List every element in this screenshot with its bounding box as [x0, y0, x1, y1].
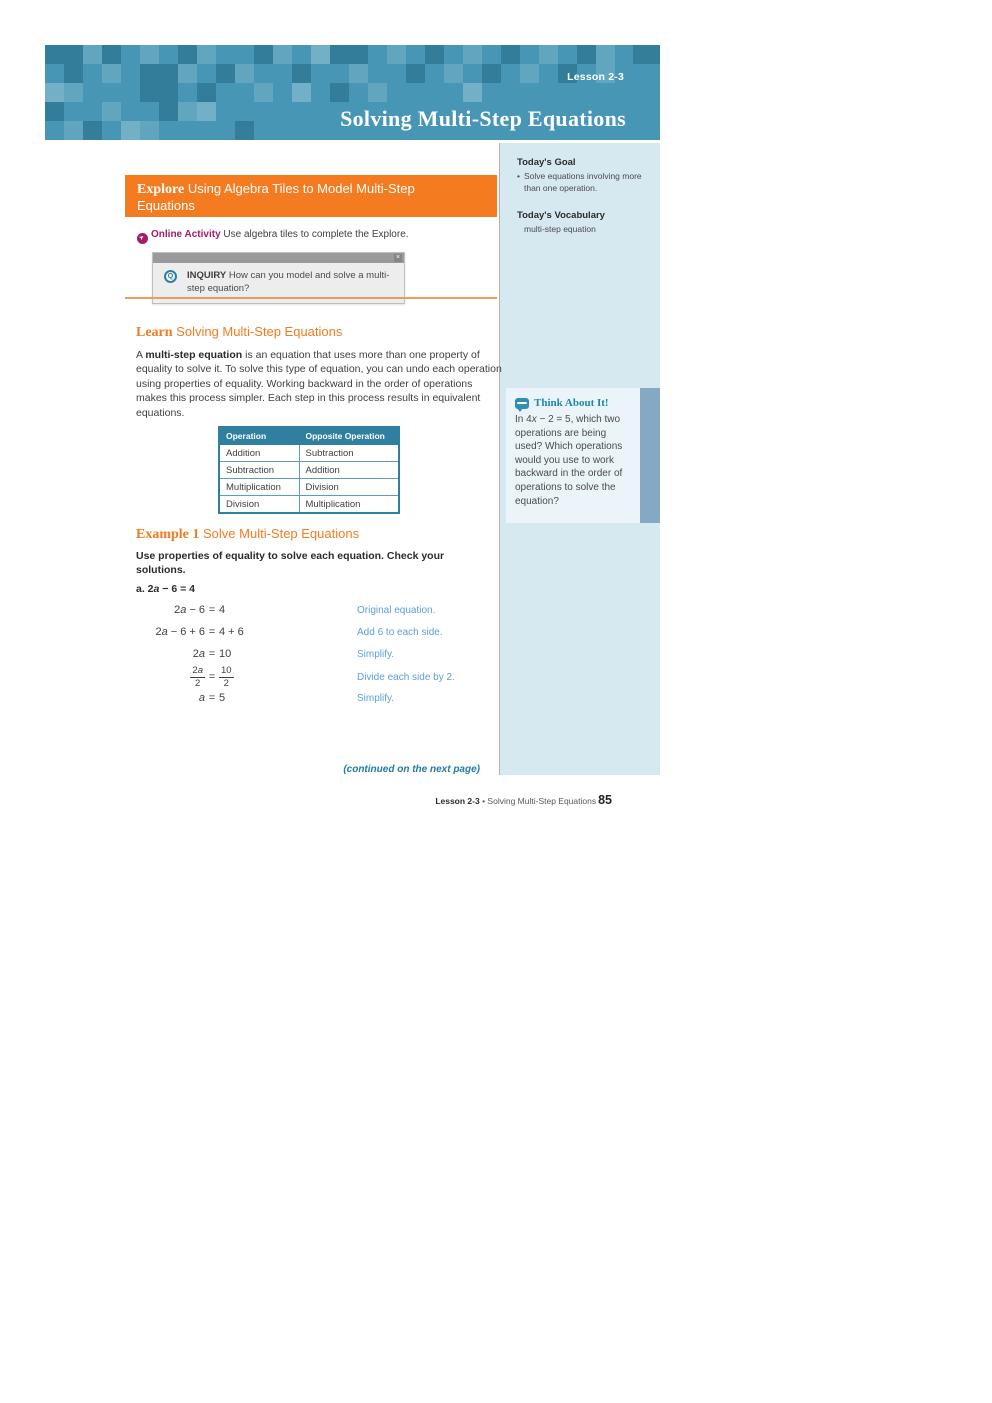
footer-lesson-label: Lesson 2-3	[435, 796, 480, 806]
think-about-it-box	[506, 388, 640, 523]
todays-goal-item	[517, 171, 650, 194]
continued-note: (continued on the next page)	[343, 764, 480, 775]
equation-step-fraction: $\frac{2a}{2}$ = $\frac{10}{2}$ Divide each side by 2.	[130, 664, 500, 690]
item-a-equation: a. 2a − 6 = 4	[136, 583, 195, 595]
fraction-right: $\frac{10}{2}$	[221, 664, 232, 689]
bullet-icon: •	[517, 171, 520, 181]
equation-step: a = 5 Simplify.	[130, 692, 500, 705]
online-activity-label[interactable]: Online Activity	[151, 229, 221, 240]
fraction-left: $\frac{2a}{2}$	[192, 664, 203, 689]
inquiry-text: How can you model and solve a multi-step equation?	[187, 270, 390, 294]
page-title: Solving Multi-Step Equations	[340, 106, 626, 131]
todays-goal-heading: Today's Goal	[517, 157, 576, 168]
footer-page-number: 85	[598, 793, 612, 807]
table-row: Multiplication Division	[219, 479, 399, 496]
close-icon[interactable]: ×	[395, 254, 401, 261]
table-header-operation: Operation	[219, 427, 299, 445]
step-note: Original equation.	[357, 605, 436, 616]
explore-bottom-rule	[125, 297, 497, 299]
step-note: Simplify.	[357, 693, 395, 704]
table-row: Addition Subtraction	[219, 445, 399, 462]
step-note: Simplify.	[357, 649, 395, 660]
inquiry-titlebar	[153, 253, 404, 263]
vocabulary-term: multi-step equation	[524, 224, 596, 234]
lesson-banner	[45, 45, 660, 140]
explore-header	[125, 175, 497, 217]
explore-title: Using Algebra Tiles to Model Multi-Step Equations	[137, 181, 415, 213]
vocab-bold-term: multi-step equation	[145, 349, 243, 361]
example1-label: Example 1	[136, 527, 200, 542]
table-header-opposite: Opposite Operation	[299, 427, 399, 445]
variable-a: a	[153, 583, 160, 595]
equation-step: 2a − 6 = 4 Original equation.	[130, 604, 500, 617]
think-about-it-text: In 4x − 2 = 5, which two operations are being used? Which operations would you use to work backward in the order of operations to solve the equation?	[515, 414, 623, 507]
todays-goal-text: Solve equations involving more than one operation.	[523, 171, 642, 193]
lesson-number-label: Lesson 2-3	[567, 71, 624, 83]
footer-lesson-title: Solving Multi-Step Equations	[487, 796, 597, 806]
table-row: Subtraction Addition	[219, 462, 399, 479]
learn-heading: Learn Solving Multi-Step Equations	[136, 324, 343, 340]
inquiry-question	[153, 263, 404, 295]
step-note: Divide each side by 2.	[357, 671, 455, 683]
page-footer	[300, 793, 612, 807]
footer-separator: •	[479, 796, 488, 806]
learn-label: Learn	[136, 325, 173, 340]
solution-steps	[130, 604, 500, 705]
speech-bubble-icon	[515, 398, 529, 409]
operations-table	[218, 426, 400, 514]
inquiry-icon: Q	[164, 270, 177, 283]
equation-step: 2a = 10 Simplify.	[130, 648, 500, 661]
variable-x: x	[531, 414, 537, 425]
learn-paragraph: A multi-step equation is an equation that uses more than one property of equality to solve it. To solve this type of equation, you can undo each operation using properties of equality. Working backward in the order of operations makes this process simpler. Each step in this process results in equivalent equations.	[136, 349, 502, 419]
step-note: Add 6 to each side.	[357, 627, 443, 638]
todays-vocabulary-heading: Today's Vocabulary	[517, 210, 605, 221]
think-box-side-tab	[640, 388, 660, 523]
think-about-it-heading: Think About It!	[534, 397, 609, 409]
online-activity-text: Use algebra tiles to complete the Explore.	[220, 229, 409, 240]
inquiry-label: INQUIRY	[187, 270, 227, 281]
example1-intro: Use properties of equality to solve each equation. Check your solutions.	[136, 550, 445, 576]
example1-heading: Example 1 Solve Multi-Step Equations	[136, 526, 360, 542]
online-activity-icon: ➤	[138, 234, 147, 243]
online-activity-row	[137, 229, 497, 244]
equation-step: 2a − 6 + 6 = 4 + 6 Add 6 to each side.	[130, 626, 500, 639]
table-row: Division Multiplication	[219, 496, 399, 514]
explore-label: Explore	[137, 182, 185, 197]
